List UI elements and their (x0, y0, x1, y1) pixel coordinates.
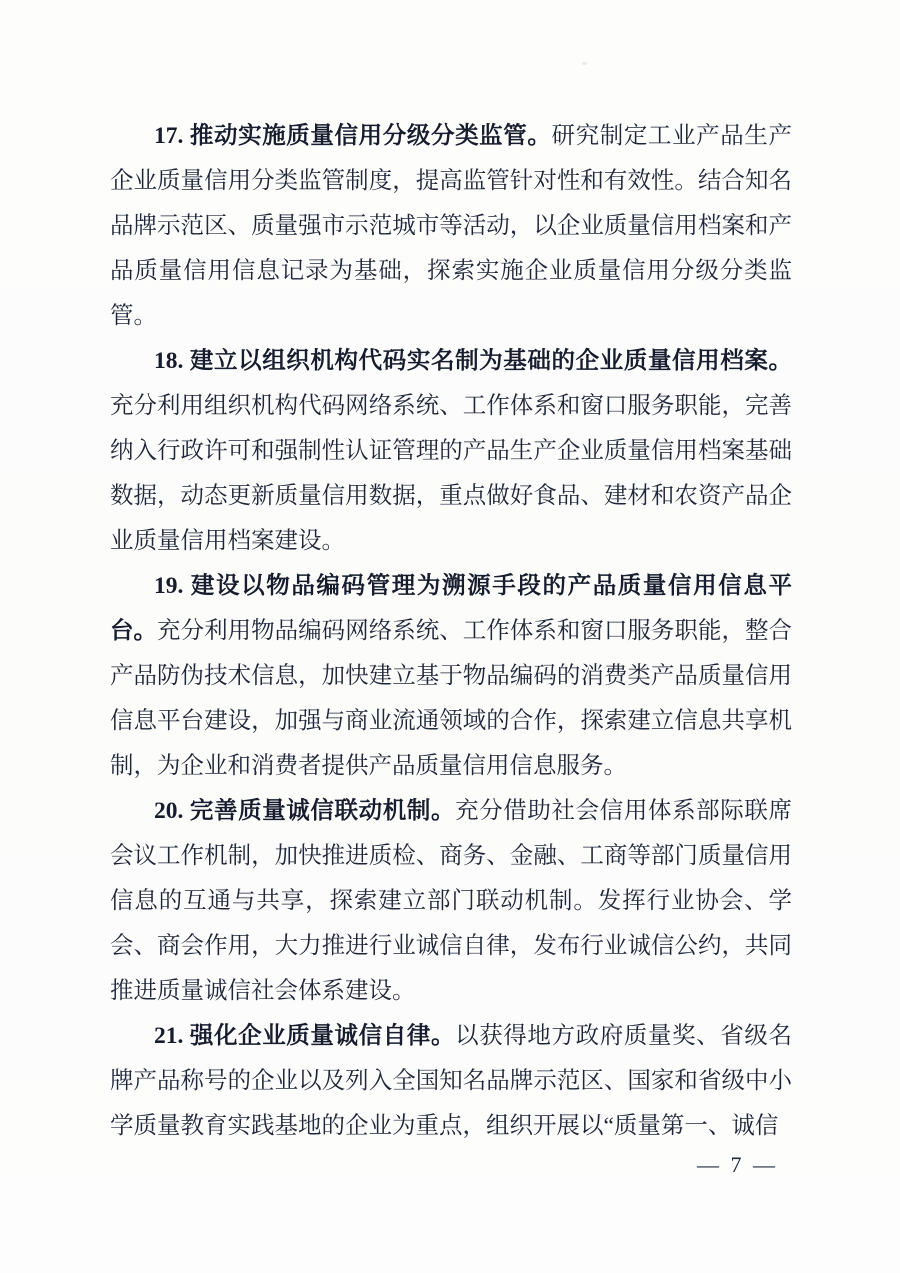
paragraph-18-heading: 18. 建立以组织机构代码实名制为基础的企业质量信用档案。 (154, 348, 792, 374)
paragraph-19-body: 充分利用物品编码网络系统、工作体系和窗口服务职能，整合产品防伪技术信息，加快建立基于物品编码的消费类产品质量信用信息平台建设，加强与商业流通领域的合作，探索建立信息共享机制，为企业和消费者提供产品质量信用信息服务。 (110, 618, 793, 779)
paragraph-21 (110, 1014, 792, 1149)
paragraph-17-heading: 17. 推动实施质量信用分级分类监管。 (154, 123, 552, 149)
document-text-block (110, 114, 792, 1149)
page-number: — 7 — (697, 1152, 778, 1177)
paragraph-17 (110, 114, 792, 339)
paragraph-17-body: 研究制定工业产品生产企业质量信用分类监管制度，提高监管针对性和有效性。结合知名品牌示范区、质量强市示范城市等活动，以企业质量信用档案和产品质量信用信息记录为基础，探索实施企业质量信用分级分类监管。 (110, 123, 793, 329)
paragraph-18 (110, 339, 792, 564)
paragraph-19-heading: 19. 建设以物品编码管理为溯源手段的产品质量信用信息平台。 (110, 573, 792, 644)
paragraph-20-heading: 20. 完善质量诚信联动机制。 (154, 798, 456, 824)
paragraph-21-heading: 21. 强化企业质量诚信自律。 (154, 1023, 456, 1049)
paragraph-19 (110, 564, 792, 789)
paragraph-21-body: 以获得地方政府质量奖、省级名牌产品称号的企业以及列入全国知名品牌示范区、国家和省级中小学质量教育实践基地的企业为重点，组织开展以“质量第一、诚信 (110, 1023, 793, 1139)
paragraph-20-body: 充分借助社会信用体系部际联席会议工作机制，加快推进质检、商务、金融、工商等部门质量信用信息的互通与共享，探索建立部门联动机制。发挥行业协会、学会、商会作用，大力推进行业诚信自律，发布行业诚信公约，共同推进质量诚信社会体系建设。 (110, 798, 793, 1004)
paragraph-18-body: 充分利用组织机构代码网络系统、工作体系和窗口服务职能，完善纳入行政许可和强制性认证管理的产品生产企业质量信用档案基础数据，动态更新质量信用数据，重点做好食品、建材和农资产品企业质量信用档案建设。 (110, 393, 792, 554)
scan-speck (582, 62, 587, 65)
paragraph-20 (110, 789, 792, 1014)
